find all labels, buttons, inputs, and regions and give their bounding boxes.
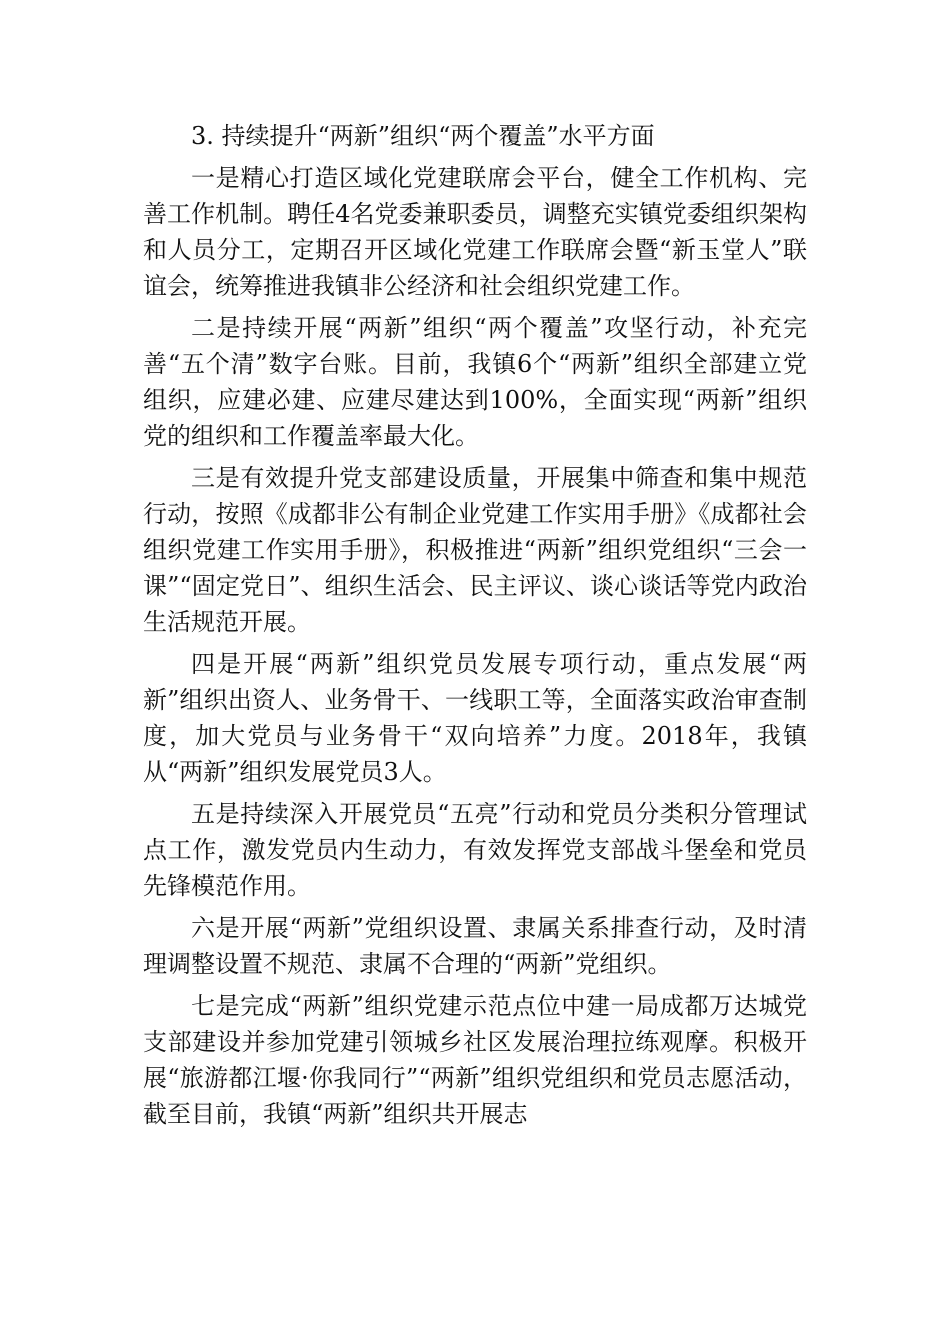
section-heading: 3. 持续提升“两新”组织“两个覆盖”水平方面: [191, 122, 655, 150]
paragraph-7: 七是完成“两新”组织党建示范点位中建一局成都万达城党支部建设并参加党建引领城乡社区发展治理拉练观摩。积极开展“旅游都江堰·你我同行”“两新”组织党组织和党员志愿活动，截至目前，我镇“两新”组织共开展志: [143, 992, 807, 1128]
paragraph-4: 四是开展“两新”组织党员发展专项行动，重点发展“两新”组织出资人、业务骨干、一线职工等，全面落实政治审查制度，加大党员与业务骨干“双向培养”力度。2018年，我镇从“两新”组织发展党员3人。: [143, 650, 807, 786]
paragraph-6: 六是开展“两新”党组织设置、隶属关系排查行动，及时清理调整设置不规范、隶属不合理的“两新”党组织。: [143, 914, 807, 978]
paragraph-3: 三是有效提升党支部建设质量，开展集中筛查和集中规范行动，按照《成都非公有制企业党建工作实用手册》《成都社会组织党建工作实用手册》，积极推进“两新”组织党组织“三会一课”“固定党日”、组织生活会、民主评议、谈心谈话等党内政治生活规范开展。: [143, 464, 807, 636]
document-page: [143, 118, 807, 1138]
paragraph-2: 二是持续开展“两新”组织“两个覆盖”攻坚行动，补充完善“五个清”数字台账。目前，我镇6个“两新”组织全部建立党组织，应建必建、应建尽建达到100%，全面实现“两新”组织党的组织和工作覆盖率最大化。: [143, 314, 807, 450]
paragraph-1: 一是精心打造区域化党建联席会平台，健全工作机构、完善工作机制。聘任4名党委兼职委员，调整充实镇党委组织架构和人员分工，定期召开区域化党建工作联席会暨“新玉堂人”联谊会，统筹推进我镇非公经济和社会组织党建工作。: [143, 164, 807, 300]
paragraph-5: 五是持续深入开展党员“五亮”行动和党员分类积分管理试点工作，激发党员内生动力，有效发挥党支部战斗堡垒和党员先锋模范作用。: [143, 800, 807, 900]
